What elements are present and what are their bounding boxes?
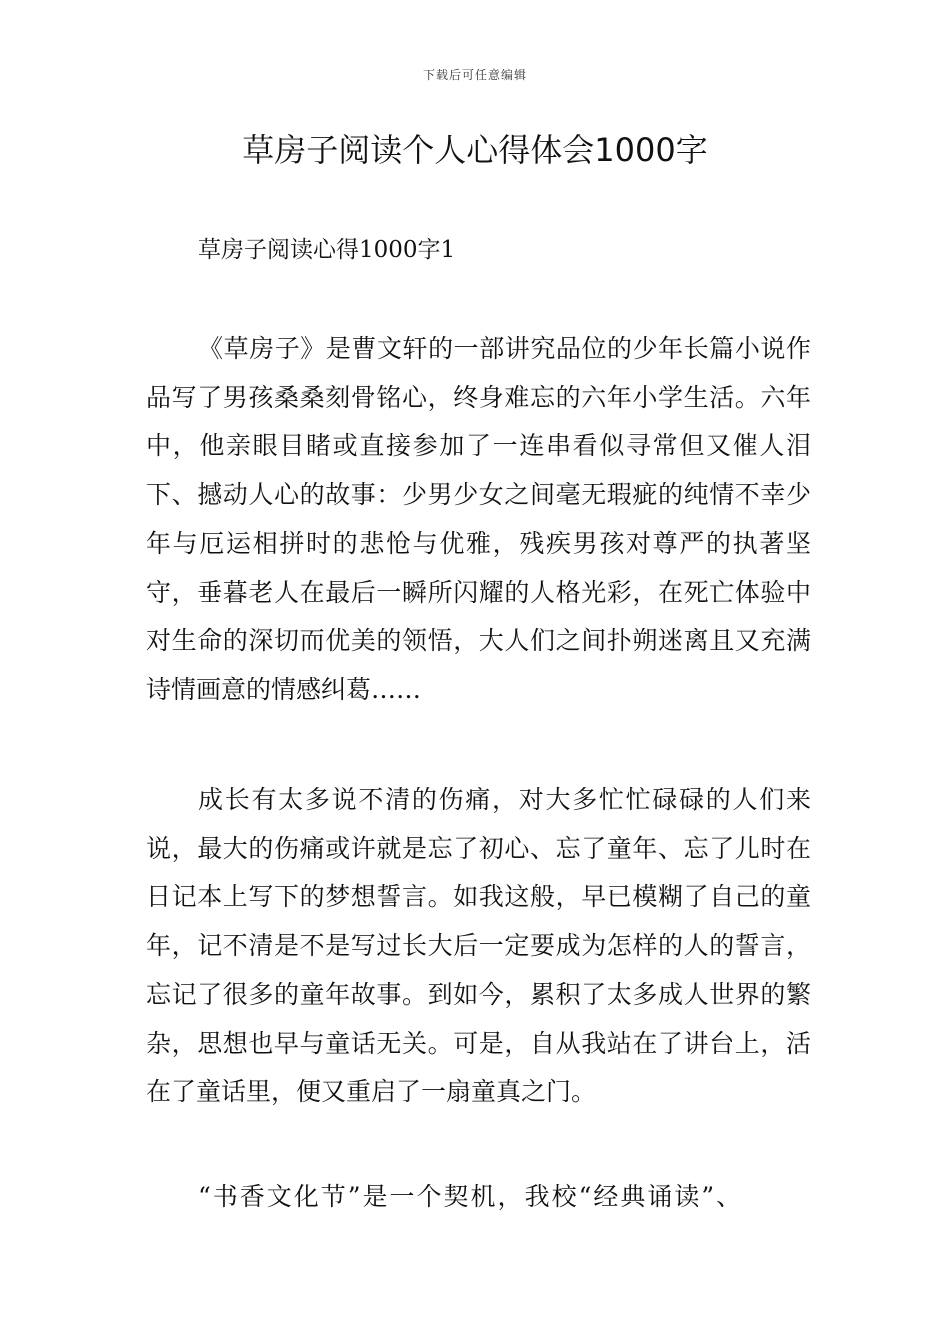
document-title: 草房子阅读个人心得体会1000字 <box>242 131 708 169</box>
body-paragraph-2: 成长有太多说不清的伤痛，对大多忙忙碌碌的人们来说，最大的伤痛或许就是忘了初心、忘了童年、忘了儿时在日记本上写下的梦想誓言。如我这般，早已模糊了自己的童年，记不清是不是写过长大后一定要成为怎样的人的誓言，忘记了很多的童年故事。到如今，累积了太多成人世界的繁杂，思想也早与童话无关。可是，自从我站在了讲台上，活在了童话里，便又重启了一扇童真之门。 <box>146 785 811 1107</box>
section-subheading: 草房子阅读心得1000字1 <box>198 237 456 263</box>
header-note: 下载后可任意编辑 <box>422 68 527 82</box>
body-paragraph-1: 《草房子》是曹文轩的一部讲究品位的少年长篇小说作品写了男孩桑桑刻骨铭心，终身难忘的六年小学生活。六年中，他亲眼目睹或直接参加了一连串看似寻常但又催人泪下、撼动人心的故事：少男少女之间毫无瑕疵的纯情不幸少年与厄运相拼时的悲怆与优雅，残疾男孩对尊严的执著坚守，垂暮老人在最后一瞬所闪耀的人格光彩，在死亡体验中对生命的深切而优美的领悟，大人们之间扑朔迷离且又充满诗情画意的情感纠葛…… <box>146 334 811 704</box>
body-paragraph-3: “书香文化节”是一个契机，我校“经典诵读”、 <box>198 1182 744 1211</box>
